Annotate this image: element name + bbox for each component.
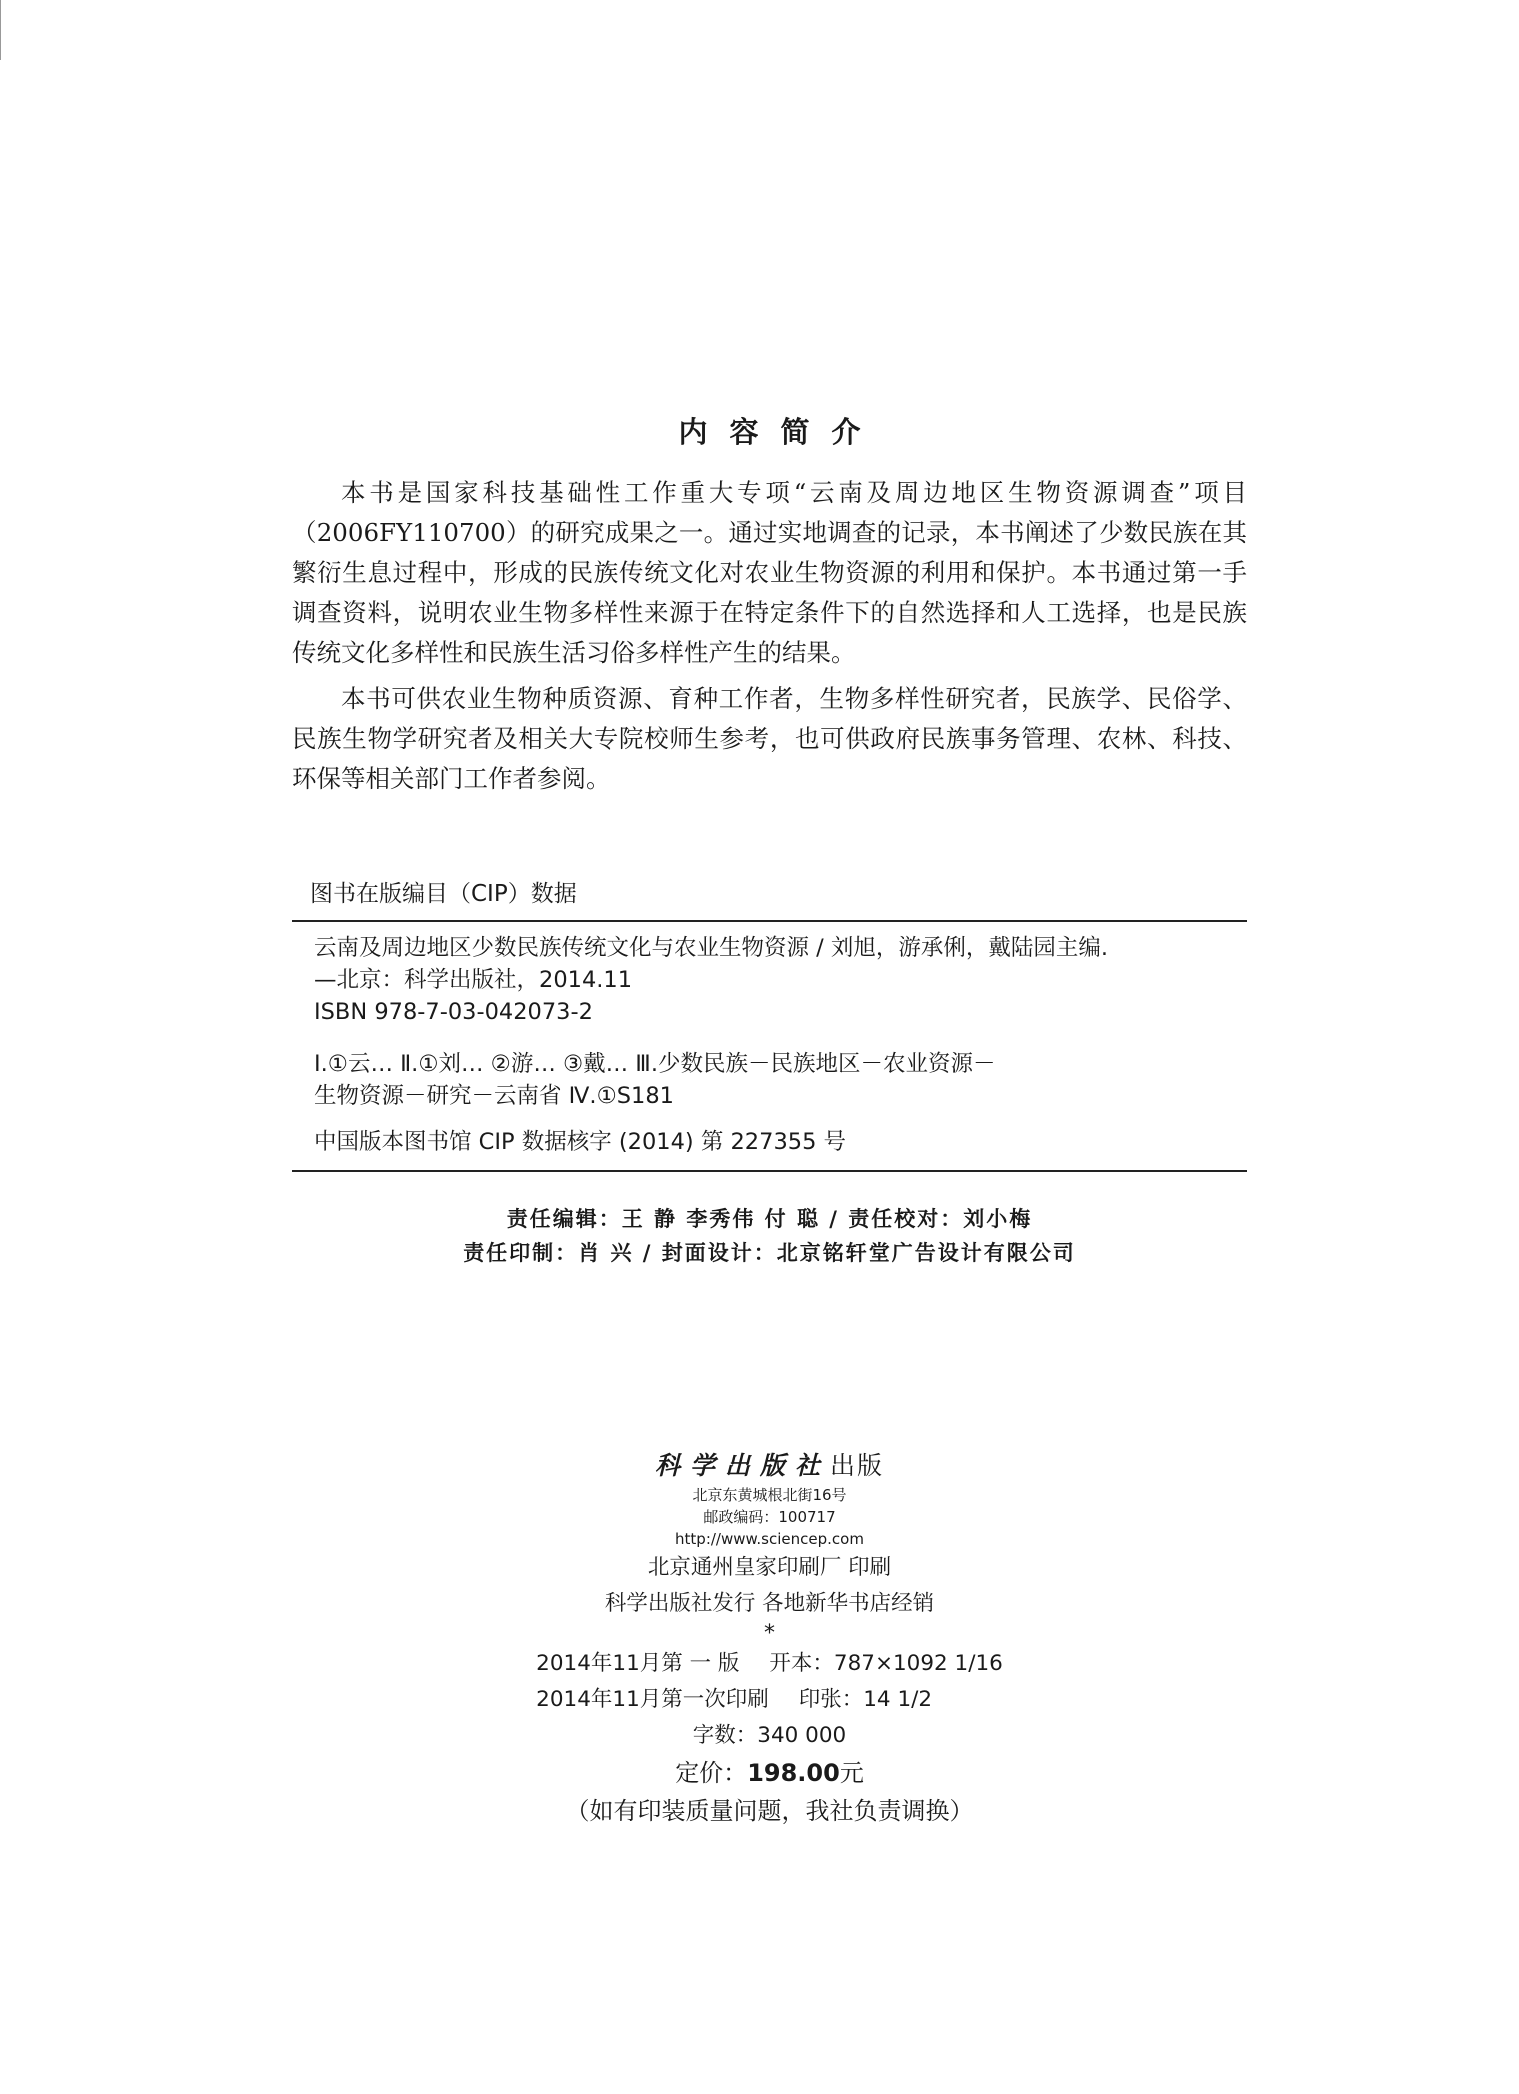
cip-record-box xyxy=(292,920,1247,1172)
publisher-seal-text: 科学出版社 xyxy=(654,1451,830,1480)
cip-subject-line-2: 生物资源－研究－云南省 Ⅳ.①S181 xyxy=(314,1083,674,1109)
publisher-postcode: 邮政编码：100717 xyxy=(703,1508,836,1526)
cip-spacer xyxy=(314,1112,1247,1126)
page-edge-line xyxy=(0,0,1,60)
cip-heading: 图书在版编目（CIP）数据 xyxy=(310,881,577,907)
abstract-paragraph-1: 本书是国家科技基础性工作重大专项“云南及周边地区生物资源调查”项目（2006FY110700）的研究成果之一。通过实地调查的记录，本书阐述了少数民族在其繁衍生息过程中，形成的民族传统文化对农业生物资源的利用和保护。本书通过第一手调查资料，说明农业生物多样性来源于在特定条件下的自然选择和人工选择，也是民族传统文化多样性和民族生活习俗多样性产生的结果。 xyxy=(292,478,1247,667)
credits-editors: 责任编辑：王 静 李秀伟 付 聪 / 责任校对：刘小梅 xyxy=(506,1206,1033,1231)
cip-title-line: 云南及周边地区少数民族传统文化与农业生物资源 / 刘旭，游承俐，戴陆园主编. xyxy=(314,935,1109,961)
printer-line: 北京通州皇家印刷厂 印刷 xyxy=(647,1555,892,1580)
publisher-url: http://www.sciencep.com xyxy=(675,1530,864,1548)
distribution-line: 科学出版社发行 各地新华书店经销 xyxy=(604,1591,935,1616)
abstract-paragraph-2: 本书可供农业生物种质资源、育种工作者，生物多样性研究者，民族学、民俗学、民族生物学研究者及相关大专院校师生参考，也可供政府民族事务管理、农林、科技、环保等相关部门工作者参阅。 xyxy=(292,684,1247,793)
cip-spacer xyxy=(314,1028,1247,1048)
credits-section xyxy=(292,1202,1247,1270)
spec-row-edition xyxy=(536,1646,1003,1682)
price-label: 定价： xyxy=(675,1759,748,1787)
publisher-name-suffix: 出版 xyxy=(830,1451,885,1480)
cip-section xyxy=(292,872,1247,1172)
price-value: 198.00 xyxy=(747,1759,840,1787)
abstract-title: 内容简介 xyxy=(678,415,883,449)
cip-subject-line-1: Ⅰ.①云… Ⅱ.①刘… ②游… ③戴… Ⅲ.少数民族－民族地区－农业资源－ xyxy=(314,1051,996,1077)
cip-publisher-line: —北京：科学出版社，2014.11 xyxy=(314,967,633,993)
price-unit: 元 xyxy=(839,1759,864,1787)
quality-notice: （如有印装质量问题，我社负责调换） xyxy=(565,1797,974,1825)
credits-production: 责任印制：肖 兴 / 封面设计：北京铭轩堂广告设计有限公司 xyxy=(463,1240,1076,1265)
spec-row-printing xyxy=(536,1682,1003,1718)
cip-record-number: 中国版本图书馆 CIP 数据核字 (2014) 第 227355 号 xyxy=(314,1129,847,1155)
publisher-address: 北京东黄城根北街16号 xyxy=(692,1486,847,1504)
sheets-info: 印张：14 1/2 xyxy=(798,1687,933,1712)
separator-star: * xyxy=(764,1621,775,1646)
format-info: 开本：787×1092 1/16 xyxy=(769,1651,1003,1676)
price-line xyxy=(292,1754,1247,1792)
publisher-name xyxy=(292,1448,1247,1484)
printing-info: 2014年11月第一次印刷 xyxy=(536,1687,769,1712)
publisher-section xyxy=(292,1448,1247,1830)
word-count: 字数：340 000 xyxy=(692,1723,847,1748)
edition-info: 2014年11月第 一 版 xyxy=(536,1651,740,1676)
abstract-section xyxy=(292,410,1247,805)
book-spec-block xyxy=(536,1646,1003,1718)
cip-isbn: ISBN 978-7-03-042073-2 xyxy=(314,999,593,1025)
